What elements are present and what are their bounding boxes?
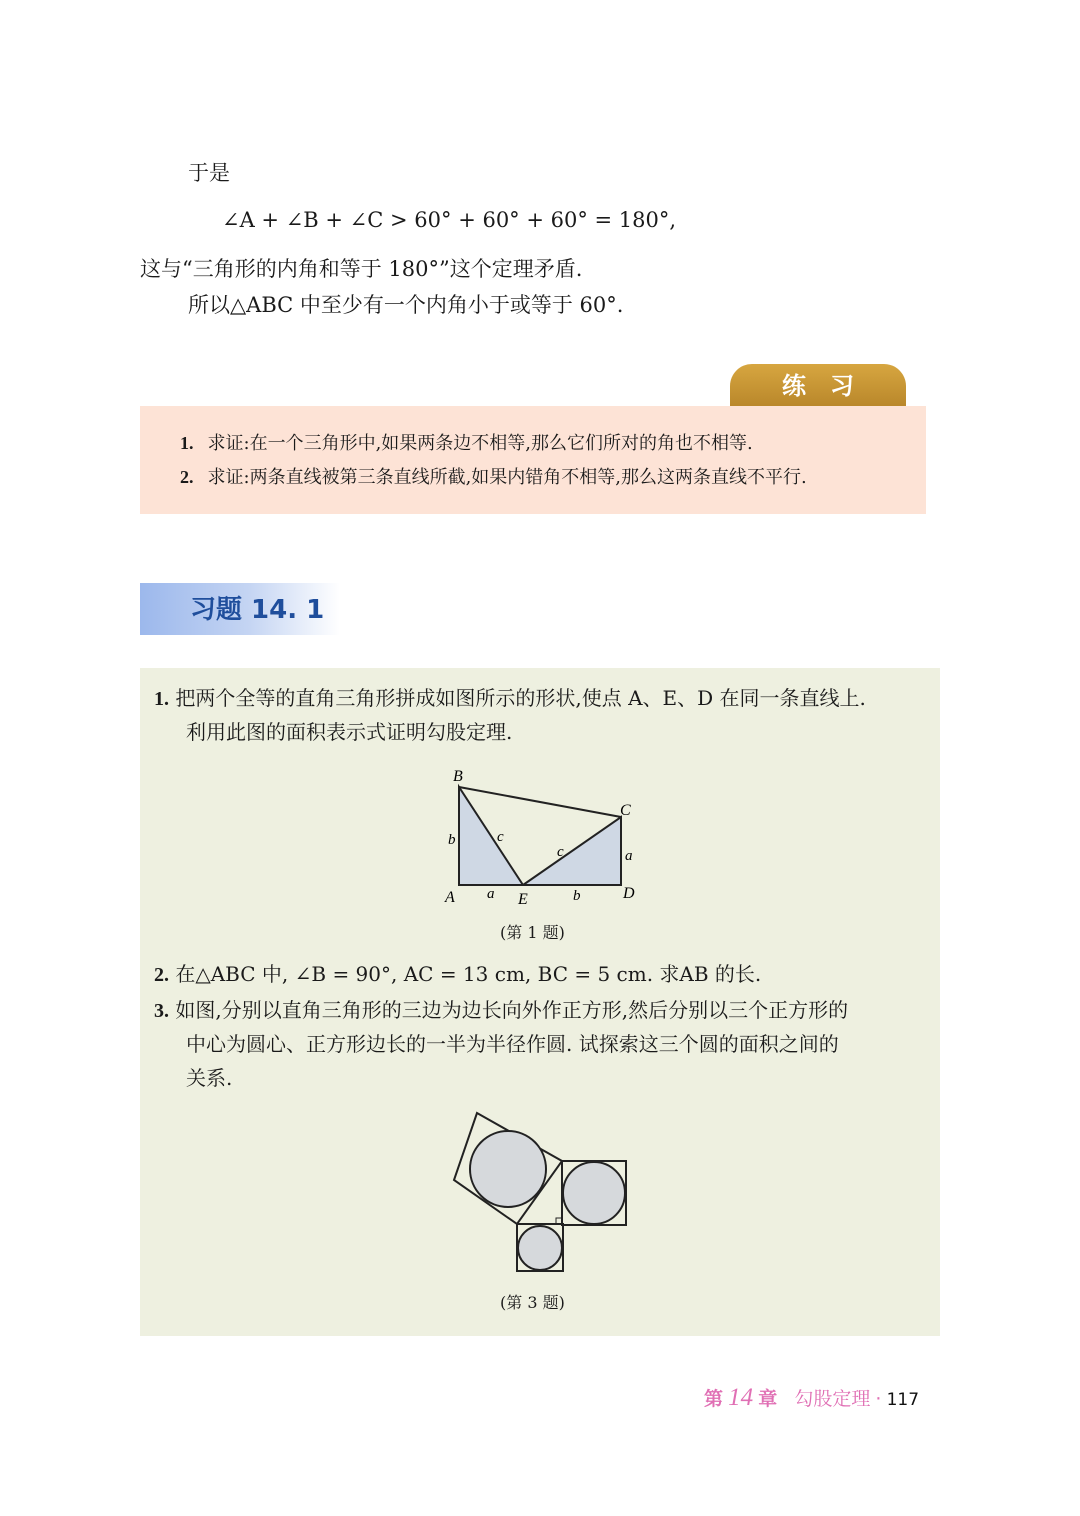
exercise-header-title: 习题 14. 1 [190,595,325,625]
practice-item-number: 1. [180,433,194,453]
practice-item-text: 求证:两条直线被第三条直线所截,如果内错角不相等,那么这两条直线不平行. [207,467,807,488]
question-3-line-1 [154,993,848,1028]
label-side-c-right: c [557,844,564,860]
practice-item-text: 求证:在一个三角形中,如果两条边不相等,那么它们所对的角也不相等. [207,433,753,454]
figure-3-caption: (第 3 题) [500,1293,565,1312]
practice-item-1 [180,430,753,457]
question-3-line-3: 关系. [186,1066,233,1090]
practice-item-number: 2. [180,467,194,487]
practice-tab-label: 练习 [782,372,878,400]
proof-conclusion: 所以△ABC 中至少有一个内角小于或等于 60°. [188,293,624,317]
label-side-a-bottom: a [487,886,495,902]
label-e-point: E [518,891,528,908]
practice-item-2 [180,464,807,491]
question-text: 在△ABC 中, ∠B = 90°, AC = 13 cm, BC = 5 cm. 求AB 的长. [175,962,762,986]
left-triangle [459,787,523,885]
question-number: 3. [154,1000,169,1022]
question-2 [154,957,761,992]
label-c-point: C [620,802,631,819]
figure-1-diagram [430,760,660,920]
line-bc [459,787,621,817]
question-text: 把两个全等的直角三角形拼成如图所示的形状,使点 A、E、D 在同一条直线上. [175,686,866,710]
chapter-prefix: 第 [704,1388,724,1410]
chapter-title: 勾股定理 [794,1388,871,1410]
label-side-b-bottom: b [573,888,581,904]
question-number: 1. [154,688,169,710]
chapter-suffix: 章 [758,1388,778,1410]
label-b-point: B [453,768,463,785]
practice-box [140,406,926,514]
question-number: 2. [154,964,169,986]
label-a-point: A [445,889,455,906]
footer-dot: · [875,1388,882,1410]
question-3-line-2: 中心为圆心、正方形边长的一半为半径作圆. 试探索这三个圆的面积之间的 [186,1032,839,1056]
label-side-a-right: a [625,848,633,864]
question-text: 如图,分别以直角三角形的三边为边长向外作正方形,然后分别以三个正方形的 [175,998,849,1022]
figure-3-diagram [440,1105,640,1285]
exercise-header [140,583,340,635]
small-circle [518,1226,562,1270]
proof-equation: ∠A + ∠B + ∠C > 60° + 60° + 60° = 180°, [222,208,677,232]
medium-circle [563,1162,625,1224]
proof-line-3: 这与“三角形的内角和等于 180°”这个定理矛盾. [140,257,583,281]
chapter-number: 14 [728,1384,754,1411]
figure-1-caption: (第 1 题) [500,923,565,942]
question-1-line-2: 利用此图的面积表示式证明勾股定理. [186,720,513,744]
label-side-b: b [448,832,456,848]
page-number: 117 [886,1390,920,1410]
page-footer [704,1384,919,1412]
large-circle [470,1131,546,1207]
label-d-point: D [623,885,635,902]
question-1-line-1 [154,681,866,716]
practice-tab [730,364,906,408]
right-triangle [523,817,621,885]
proof-line-1: 于是 [188,161,230,185]
label-side-c-left: c [497,829,504,845]
